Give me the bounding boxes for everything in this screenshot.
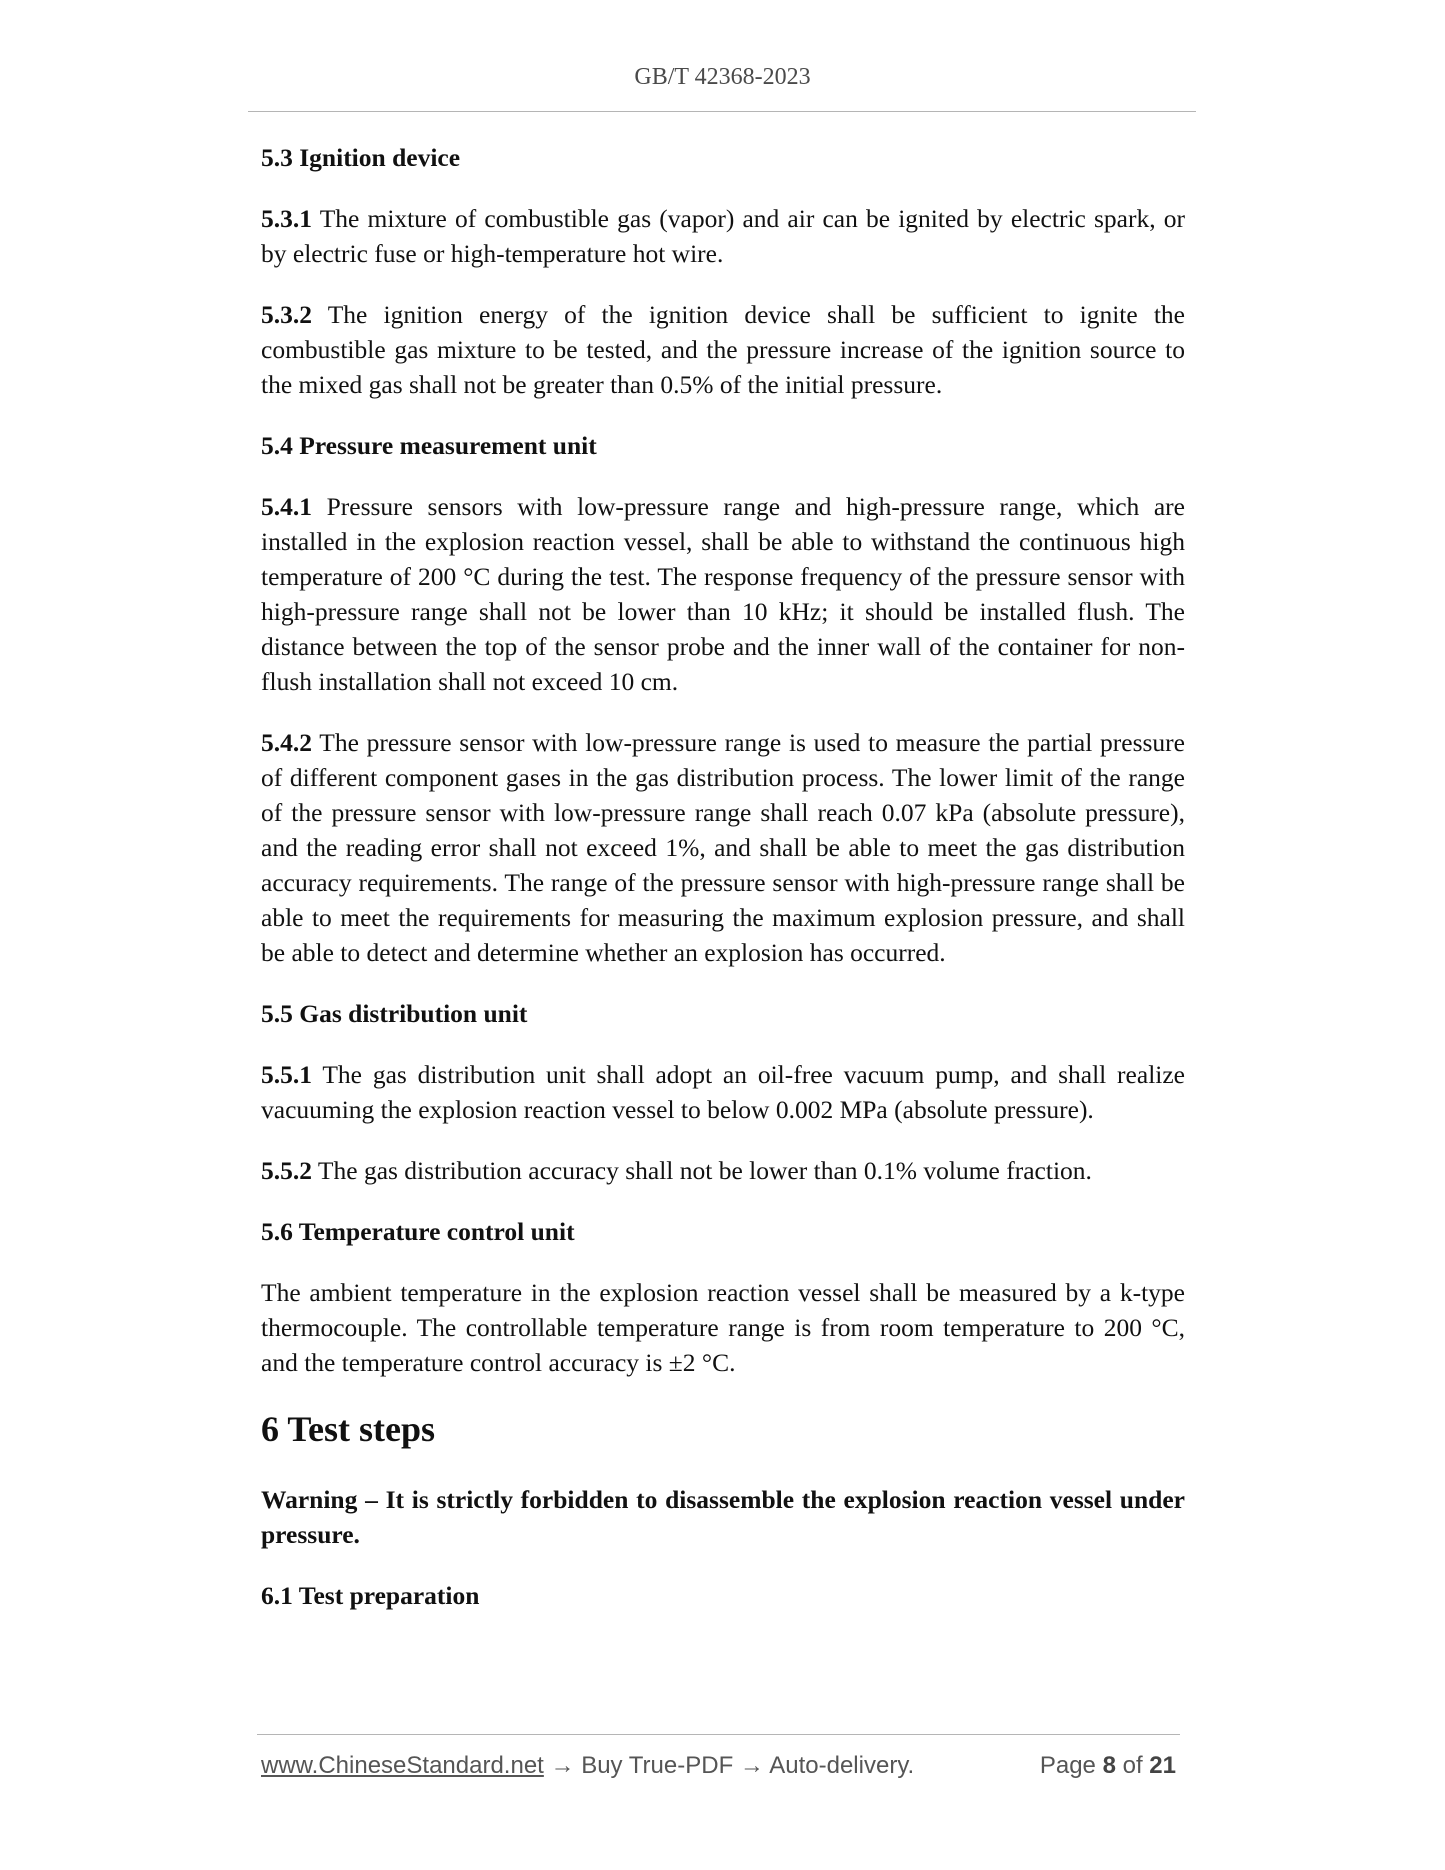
clause-number: 5.3.2 [261, 300, 312, 329]
arrow-right-icon: → [550, 1752, 575, 1779]
document-code-header: GB/T 42368-2023 [634, 64, 811, 90]
clause-text: The gas distribution unit shall adopt an oil-free vacuum pump, and shall realize vacuuming the explosion reaction vessel to below 0.002 MPa (absolute pressure). [261, 1060, 1185, 1124]
arrow-right-icon: → [739, 1752, 764, 1779]
section-heading-5-6: 5.6 Temperature control unit [261, 1217, 575, 1246]
clause-5-3-2 [261, 297, 1185, 402]
clause-5-3-1 [261, 201, 1185, 271]
clause-text: The mixture of combustible gas (vapor) and air can be ignited by electric spark, or by electric fuse or high-temperature hot wire. [261, 204, 1185, 268]
page-label: Page [1039, 1752, 1096, 1779]
clause-5-5-1 [261, 1057, 1185, 1127]
total-pages-number: 21 [1149, 1752, 1176, 1779]
clause-number: 5.4.2 [261, 728, 312, 757]
section-heading-5-3: 5.3 Ignition device [261, 143, 461, 172]
website-link[interactable]: www.ChineseStandard.net [261, 1752, 544, 1779]
clause-number: 5.3.1 [261, 204, 312, 233]
chapter-heading-6: 6 Test steps [261, 1409, 436, 1449]
auto-delivery-text: Auto-delivery. [769, 1752, 915, 1779]
clause-number: 5.4.1 [261, 492, 312, 521]
clause-5-4-2 [261, 725, 1185, 970]
buy-true-pdf-text: Buy True-PDF [581, 1752, 734, 1779]
clause-5-5-2 [261, 1153, 1185, 1188]
header-divider [248, 111, 1196, 112]
clause-text: The gas distribution accuracy shall not be lower than 0.1% volume fraction. [317, 1156, 1092, 1185]
current-page-number: 8 [1102, 1752, 1116, 1779]
footer-divider [257, 1734, 1180, 1735]
clause-text: The pressure sensor with low-pressure range is used to measure the partial pressure of different component gases in the gas distribution process. The lower limit of the range of the pressure sensor with low-pressure range shall reach 0.07 kPa (absolute pressure), and the reading error shall not exceed 1%, and shall be able to meet the gas distribution accuracy requirements. The range of the pressure sensor with high-pressure range shall be able to meet the requirements for measuring the maximum explosion pressure, and shall be able to detect and determine whether an explosion has occurred. [261, 728, 1185, 967]
section-heading-5-4: 5.4 Pressure measurement unit [261, 431, 597, 460]
section-heading-6-1: 6.1 Test preparation [261, 1581, 480, 1610]
of-label: of [1122, 1752, 1143, 1779]
clause-text: Pressure sensors with low-pressure range and high-pressure range, which are installed in the explosion reaction vessel, shall be able to withstand the continuous high temperature of 200 °C during the test. The response frequency of the pressure sensor with high-pressure range shall not be lower than 10 kHz; it should be installed flush. The distance between the top of the sensor probe and the inner wall of the container for non-flush installation shall not exceed 10 cm. [261, 492, 1185, 696]
section-heading-5-5: 5.5 Gas distribution unit [261, 999, 528, 1028]
clause-5-6-text: The ambient temperature in the explosion reaction vessel shall be measured by a k-type thermocouple. The controllable temperature range is from room temperature to 200 °C, and the temperature control accuracy is ±2 °C. [261, 1278, 1185, 1377]
footer-promo [261, 1752, 914, 1780]
page-indicator [1040, 1752, 1176, 1780]
clause-5-4-1 [261, 489, 1185, 699]
page-content [261, 140, 1185, 1639]
clause-number: 5.5.1 [261, 1060, 312, 1089]
clause-number: 5.5.2 [261, 1156, 312, 1185]
clause-text: The ignition energy of the ignition device shall be sufficient to ignite the combustible gas mixture to be tested, and the pressure increase of the ignition source to the mixed gas shall not be greater than 0.5% of the initial pressure. [261, 300, 1185, 399]
warning-notice: Warning – It is strictly forbidden to disassemble the explosion reaction vessel under pressure. [261, 1485, 1185, 1549]
